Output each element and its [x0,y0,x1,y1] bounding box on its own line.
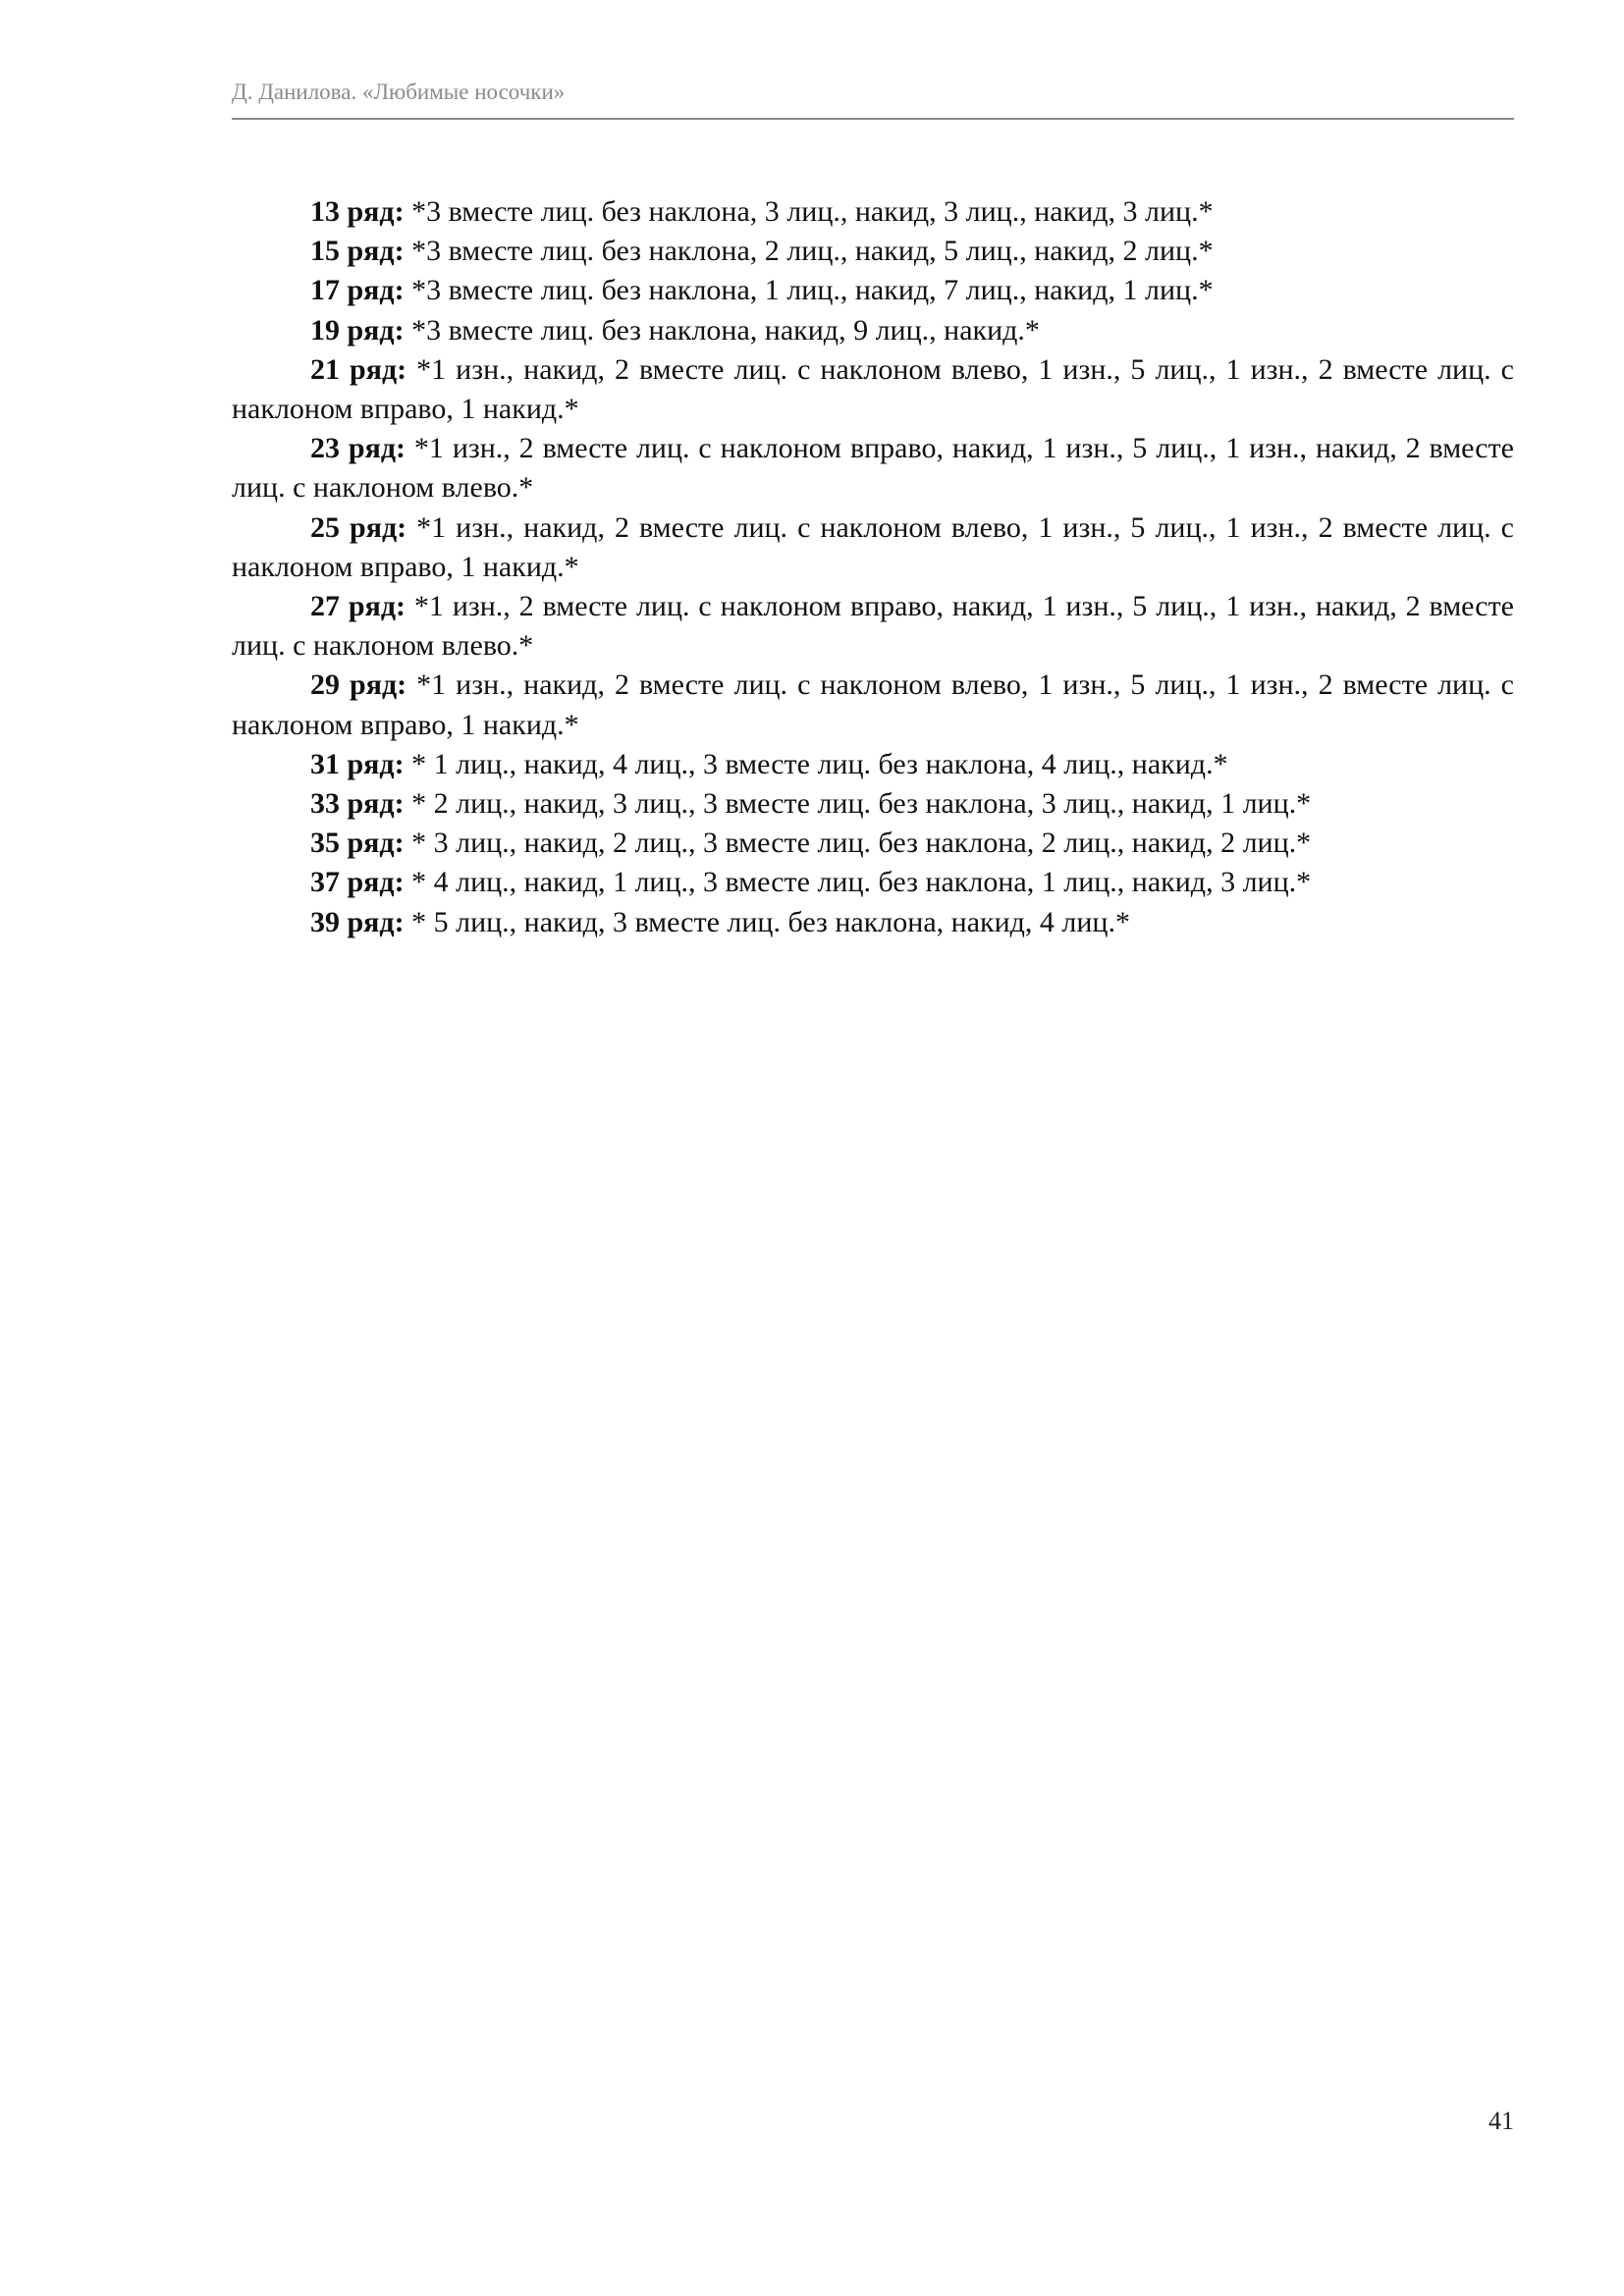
row-instruction [232,192,1514,232]
row-label: 27 ряд: [310,590,406,623]
row-instruction [232,311,1514,350]
row-instruction [232,863,1514,902]
row-instruction [232,903,1514,942]
row-text: * 4 лиц., накид, 1 лиц., 3 вместе лиц. без наклона, 1 лиц., накид, 3 лиц.* [404,866,1312,899]
row-text: * 2 лиц., накид, 3 лиц., 3 вместе лиц. без наклона, 3 лиц., накид, 1 лиц.* [404,787,1312,821]
row-text: * 5 лиц., накид, 3 вместе лиц. без наклона, накид, 4 лиц.* [404,905,1130,938]
row-text: *1 изн., накид, 2 вместе лиц. с наклоном влево, 1 изн., 5 лиц., 1 изн., 2 вместе лиц. с наклоном вправо, 1 накид.* [232,510,1514,583]
row-label: 35 ряд: [310,827,405,860]
row-instruction [232,587,1514,666]
row-instruction [232,232,1514,271]
row-instruction [232,350,1514,429]
row-instruction [232,271,1514,310]
row-text: * 1 лиц., накид, 4 лиц., 3 вместе лиц. без наклона, 4 лиц., накид.* [404,747,1228,780]
row-instruction [232,784,1514,824]
row-label: 29 ряд: [310,668,407,702]
row-label: 33 ряд: [310,787,405,821]
page-number: 41 [1489,2107,1514,2135]
row-text: *3 вместе лиц. без наклона, 2 лиц., накид, 5 лиц., накид, 2 лиц.* [404,235,1214,268]
row-text: *1 изн., накид, 2 вместе лиц. с наклоном влево, 1 изн., 5 лиц., 1 изн., 2 вместе лиц. с наклоном вправо, 1 накид.* [232,668,1514,741]
row-instruction [232,429,1514,507]
row-instruction [232,745,1514,784]
row-label: 23 ряд: [310,432,406,465]
row-text: *1 изн., 2 вместе лиц. с наклоном вправо, накид, 1 изн., 5 лиц., 1 изн., накид, 2 вместе лиц. с наклоном влево.* [232,590,1514,663]
row-label: 31 ряд: [310,747,405,780]
row-label: 13 ряд: [310,195,405,228]
row-text: *1 изн., 2 вместе лиц. с наклоном вправо, накид, 1 изн., 5 лиц., 1 изн., накид, 2 вместе лиц. с наклоном влево.* [232,432,1514,505]
row-text: *3 вместе лиц. без наклона, накид, 9 лиц., накид.* [404,313,1040,347]
row-label: 37 ряд: [310,866,405,899]
row-text: *3 вместе лиц. без наклона, 3 лиц., накид, 3 лиц., накид, 3 лиц.* [404,195,1214,228]
row-label: 39 ряд: [310,905,405,938]
row-label: 25 ряд: [310,510,407,544]
row-text: * 3 лиц., накид, 2 лиц., 3 вместе лиц. без наклона, 2 лиц., накид, 2 лиц.* [404,827,1312,860]
row-label: 17 ряд: [310,274,405,307]
row-label: 19 ряд: [310,313,405,347]
row-text: *1 изн., накид, 2 вместе лиц. с наклоном влево, 1 изн., 5 лиц., 1 изн., 2 вместе лиц. с наклоном вправо, 1 накид.* [232,352,1514,426]
running-head: Д. Данилова. «Любимые носочки» [232,80,566,104]
row-instruction [232,666,1514,744]
row-instruction [232,824,1514,863]
body-text [232,192,1514,942]
row-text: *3 вместе лиц. без наклона, 1 лиц., накид, 7 лиц., накид, 1 лиц.* [404,274,1214,307]
row-label: 21 ряд: [310,352,407,386]
page-header [232,75,1514,120]
row-label: 15 ряд: [310,235,405,268]
row-instruction [232,508,1514,587]
